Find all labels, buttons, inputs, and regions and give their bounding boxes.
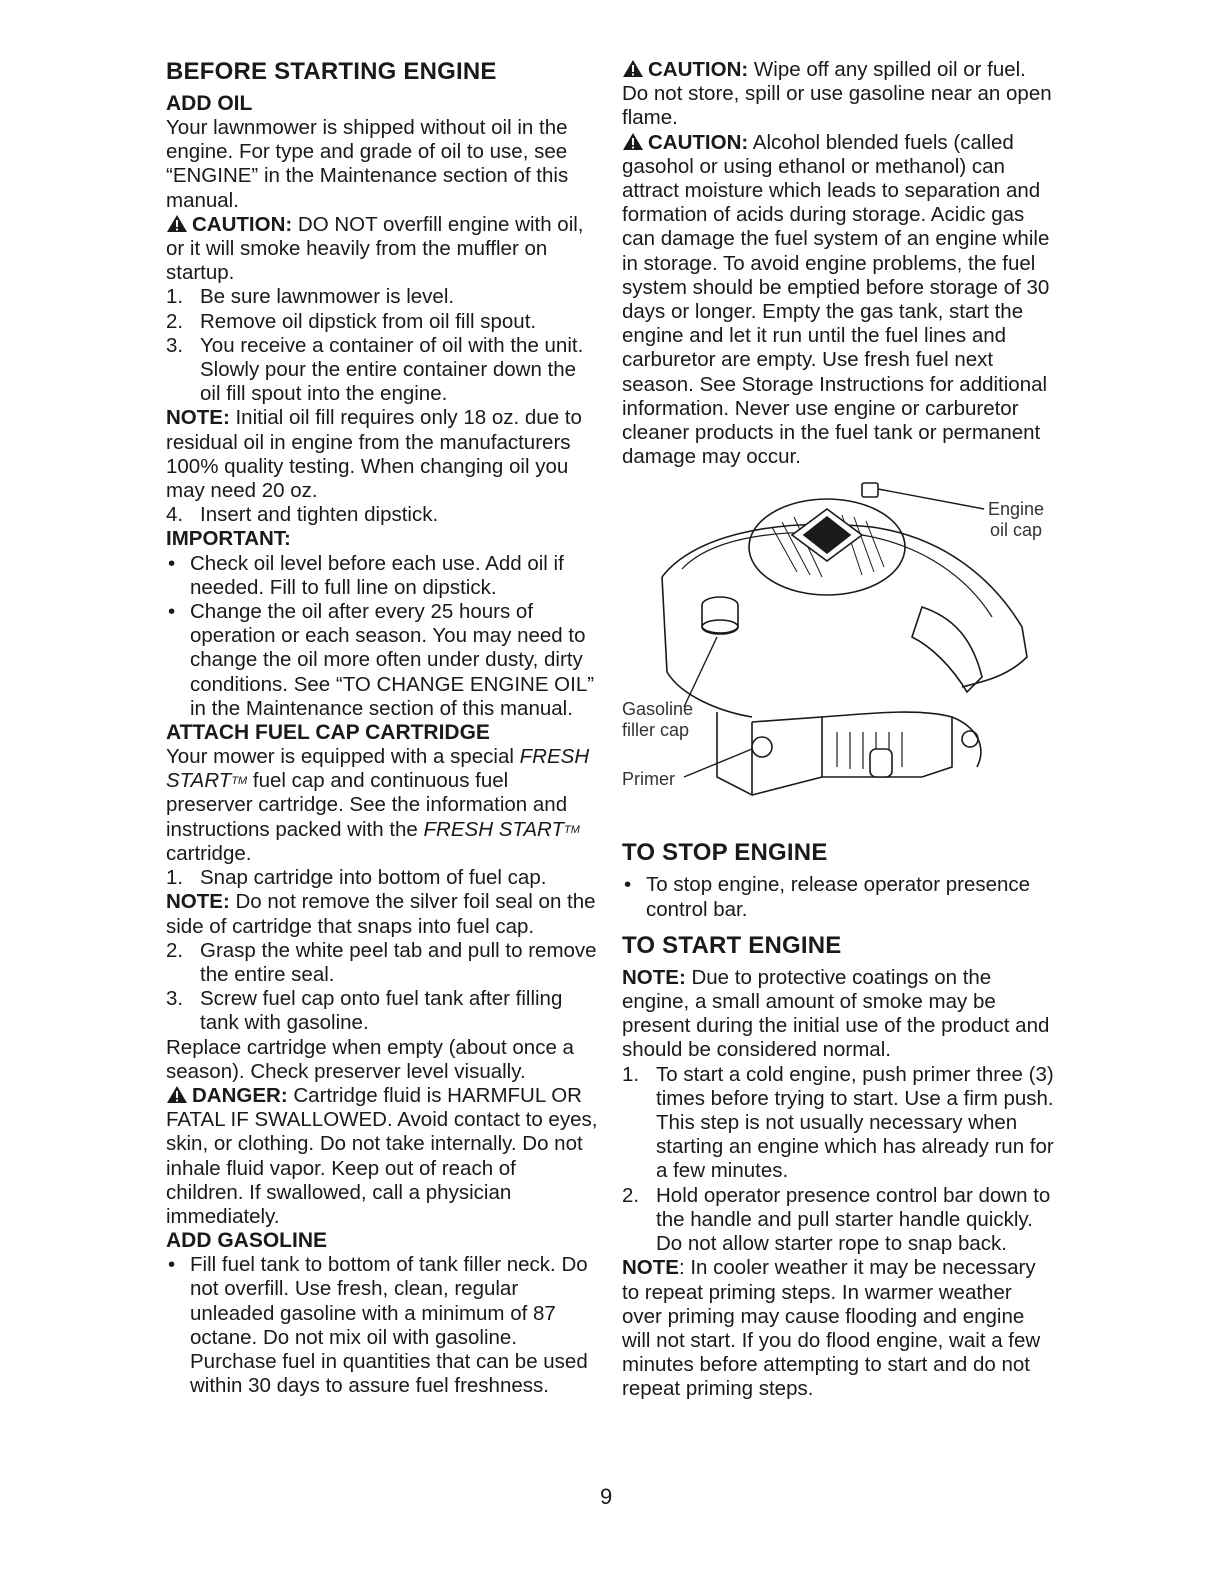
- warning-icon: [166, 214, 188, 233]
- caution-alcohol-fuels: CAUTION: Alcohol blended fuels (called gasohol or using ethanol or methanol) can attract moisture which leads to separation and formation of acids during storage. Acidic gas can damage the fuel system of an engine while in storage. To avoid engine problems, the fuel system should be emptied before storage of 30 days or longer. Empty the gas tank, start the engine and let it run until the fuel lines and carburetor are empty. Use fresh fuel next season. See Storage Instructions for additional information. Never use engine or carburetor cleaner products in the fuel tank or permanent damage may occur.: [622, 130, 1050, 469]
- list-item: 3. Screw fuel cap onto fuel tank after filling tank with gasoline.: [166, 987, 563, 1035]
- bullet-item: • Check oil level before each use. Add oil if needed. Fill to full line on dipstick.: [168, 551, 564, 599]
- list-item: 1. Be sure lawnmower is level.: [166, 285, 455, 309]
- heading-add-gasoline: ADD GASOLINE: [166, 1229, 328, 1253]
- fuel-cap-note: NOTE: Do not remove the silver foil seal on the side of cartridge that snaps into fuel cap.: [166, 890, 596, 938]
- caution-label: CAUTION:: [192, 212, 293, 236]
- left-column: [166, 58, 598, 1398]
- bullet-item: • To stop engine, release operator presence control bar.: [624, 873, 1031, 921]
- warning-icon: [166, 1085, 188, 1104]
- callout-gasoline-filler-cap: Gasoline filler cap: [622, 699, 694, 741]
- list-item: 1. To start a cold engine, push primer three (3) times before trying to start. Use a firm push. This step is not usually necessary when starting an engine which has already run for a few minutes.: [622, 1062, 1054, 1183]
- right-column: [622, 58, 1054, 1402]
- list-item: 1. Snap cartridge into bottom of fuel cap.: [166, 866, 547, 890]
- list-item: 2. Hold operator presence control bar down to the handle and pull starter handle quickly. Do not allow starter rope to snap back.: [622, 1183, 1051, 1256]
- add-oil-intro: Your lawnmower is shipped without oil in the engine. For type and grade of oil to use, see “ENGINE” in the Maintenance section of this manual.: [166, 116, 569, 212]
- important-label: IMPORTANT:: [166, 527, 291, 551]
- oil-note: NOTE: Initial oil fill requires only 18 oz. due to residual oil in engine from the manufacturers 100% quality testing. When changing oil you may need 20 oz.: [166, 406, 582, 503]
- list-item: 2. Remove oil dipstick from oil fill spout.: [166, 309, 537, 333]
- warning-icon: [622, 59, 644, 78]
- heading-to-start-engine: TO START ENGINE: [622, 931, 842, 959]
- page-number: 9: [600, 1484, 613, 1509]
- bullet-item: • Fill fuel tank to bottom of tank filler neck. Do not overfill. Use fresh, clean, regular unleaded gasoline with a minimum of 87 octane. Do not mix oil with gasoline. Purchase fuel in quantities that can be used within 30 days to assure fuel freshness.: [168, 1253, 588, 1398]
- heading-attach-fuel-cap: ATTACH FUEL CAP CARTRIDGE: [166, 721, 490, 745]
- danger-warning: DANGER: Cartridge fluid is HARMFUL OR FATAL IF SWALLOWED. Avoid contact to eyes, skin, or clothing. Do not take internally. Do not inhale fluid vapor. Keep out of reach of children. If swallowed, call a physician immediately.: [166, 1083, 598, 1228]
- callout-engine-oil-cap: Engine oil cap: [988, 499, 1045, 541]
- add-oil-caution: [166, 213, 598, 286]
- callout-primer: Primer: [622, 769, 675, 790]
- bullet-item: • Change the oil after every 25 hours of operation or each season. You may need to change the oil more often under dusty, dirty conditions. See “TO CHANGE ENGINE OIL” in the Maintenance section of this manual.: [168, 600, 595, 720]
- list-item: 4. Insert and tighten dipstick.: [166, 503, 439, 527]
- heading-to-stop-engine: TO STOP ENGINE: [622, 839, 828, 867]
- section-title-before-starting: BEFORE STARTING ENGINE: [166, 58, 497, 85]
- heading-add-oil: ADD OIL: [166, 92, 253, 115]
- caution-spilled-fuel: CAUTION: Wipe off any spilled oil or fuel. Do not store, spill or use gasoline near an open flame.: [622, 58, 1052, 130]
- list-item: 3. You receive a container of oil with the unit. Slowly pour the entire container down the oil fill spout into the engine.: [166, 333, 584, 406]
- caution-text: DO NOT overfill engine with oil, or it will smoke heavily from the muffler on startup.: [166, 212, 584, 285]
- fuel-cap-intro: Your mower is equipped with a special FRESH STARTTM fuel cap and continuous fuel preserver cartridge. See the information and instructions packed with the FRESH STARTTM cartridge.: [166, 745, 590, 865]
- priming-note: NOTE: In cooler weather it may be necessary to repeat priming steps. In warmer weather over priming may cause flooding and engine will not start. If you do flood engine, wait a few minutes before attempting to start and do not repeat priming steps.: [622, 1256, 1041, 1401]
- start-note: NOTE: Due to protective coatings on the engine, a small amount of smoke may be present during the initial use of the product and should be considered normal.: [622, 965, 1050, 1062]
- warning-icon: [622, 132, 644, 151]
- replace-cartridge-text: Replace cartridge when empty (about once a season). Check preserver level visually.: [166, 1035, 574, 1083]
- list-item: 2. Grasp the white peel tab and pull to remove the entire seal.: [166, 938, 597, 986]
- engine-figure: [622, 477, 1054, 809]
